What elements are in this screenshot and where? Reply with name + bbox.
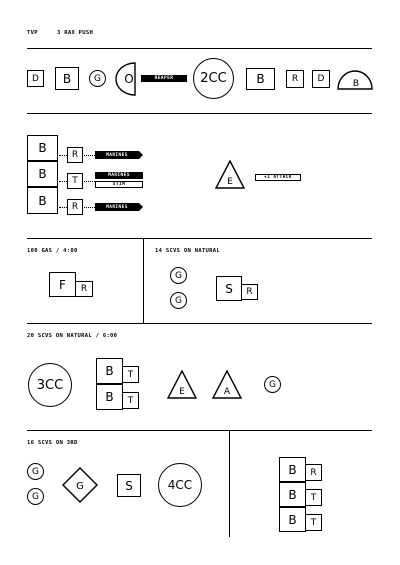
engineering-bay-triangle xyxy=(215,160,245,190)
barracks-box-row2-3: B xyxy=(27,187,58,214)
connector-6 xyxy=(84,207,95,208)
divider-section4 xyxy=(27,430,372,431)
techlab-addon: T xyxy=(67,173,83,189)
ebay-label: E xyxy=(227,177,233,187)
connector-4 xyxy=(84,155,95,156)
stim-tag: STIM xyxy=(95,181,143,188)
connector-5 xyxy=(84,181,95,182)
reactor-box: R xyxy=(286,70,304,88)
barracks-box-s5-2: B xyxy=(279,482,306,507)
diamond-label: G xyxy=(76,481,84,492)
refinery-circle-s5-1: G xyxy=(27,463,44,480)
reaper-tag: REAPER xyxy=(141,75,187,82)
techlab-box-s5-2: T xyxy=(305,514,322,531)
refinery-circle: G xyxy=(89,70,106,87)
divider-row2 xyxy=(27,238,372,239)
bunker-label: B xyxy=(352,79,360,89)
bunker-dome xyxy=(337,69,374,91)
section5-title: 16 SCVS ON 3RD xyxy=(27,440,78,446)
marines-label-3: MARINES xyxy=(106,204,128,210)
ebay-label-s4: E xyxy=(179,387,185,397)
marines-label-1: MARINES xyxy=(106,152,128,158)
techlab-box-s4-2: T xyxy=(122,392,139,409)
barracks-box-row2-2: B xyxy=(27,161,58,187)
command-center-4-circle: 4CC xyxy=(158,463,202,507)
factory-box: F xyxy=(49,272,76,297)
starport-reactor-box: R xyxy=(241,284,258,300)
barracks-box-row2-1: B xyxy=(27,135,58,161)
armory-label: A xyxy=(223,387,231,397)
armory-triangle xyxy=(212,370,242,400)
sensor-diamond xyxy=(62,467,98,503)
orbital-halfcircle xyxy=(113,62,137,96)
engineering-bay-triangle-s4 xyxy=(167,370,197,400)
barracks-box-2: B xyxy=(246,68,275,90)
connector-2 xyxy=(59,181,67,182)
reactor-addon-1: R xyxy=(67,147,83,163)
refinery-circle-s5-2: G xyxy=(27,488,44,505)
depot-box: D xyxy=(27,70,44,87)
starport-box-s5: S xyxy=(117,474,141,497)
starport-box: S xyxy=(216,276,242,301)
section3-title-left: 100 GAS / 4:00 xyxy=(27,248,78,254)
section3-title-right: 14 SCVS ON NATURAL xyxy=(155,248,221,254)
depot-box-2: D xyxy=(312,70,330,88)
marines-tag-2: MARINES xyxy=(95,172,143,179)
techlab-box-s4-1: T xyxy=(122,366,139,383)
barracks-box: B xyxy=(55,67,79,90)
command-center-circle: 2CC xyxy=(193,58,234,99)
divider-top xyxy=(27,48,372,49)
reactor-addon-2: R xyxy=(67,199,83,215)
reactor-box-s5: R xyxy=(305,464,322,481)
refinery-circle-s3-2: G xyxy=(170,292,187,309)
techlab-box-s5-1: T xyxy=(305,489,322,506)
barracks-box-s4-1: B xyxy=(96,358,123,384)
command-center-3-circle: 3CC xyxy=(28,363,72,407)
refinery-circle-s3-1: G xyxy=(170,267,187,284)
barracks-box-s5-1: B xyxy=(279,457,306,482)
attack-upgrade-tag: +1 ATTACK xyxy=(255,174,301,181)
factory-reactor-box: R xyxy=(75,281,93,297)
divider-vertical-section5 xyxy=(229,430,230,537)
divider-row1 xyxy=(27,113,372,114)
orbital-label: O xyxy=(124,72,134,86)
barracks-box-s4-2: B xyxy=(96,384,123,410)
connector-1 xyxy=(59,155,67,156)
connector-3 xyxy=(59,207,67,208)
divider-section3 xyxy=(27,323,372,324)
build-name: 3 RAX PUSH xyxy=(57,30,94,36)
divider-vertical-section3 xyxy=(143,238,144,323)
section4-title: 20 SCVS ON NATURAL / 6:00 xyxy=(27,333,118,339)
barracks-box-s5-3: B xyxy=(279,507,306,532)
refinery-circle-s4: G xyxy=(264,376,281,393)
race-matchup: TVP xyxy=(27,30,38,36)
